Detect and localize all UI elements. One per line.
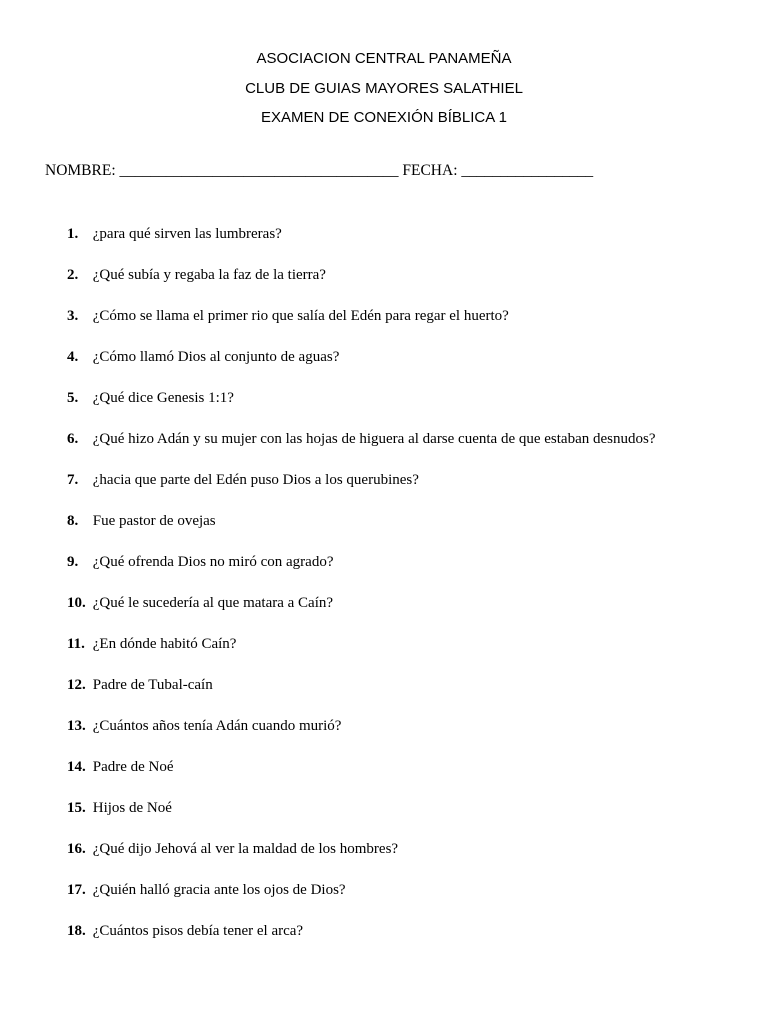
question-text: ¿Cómo se llama el primer rio que salía del Edén para regar el huerto? <box>92 308 509 324</box>
question-number: 9. <box>67 554 79 570</box>
organization-title: ASOCIACION CENTRAL PANAMEÑA <box>256 50 512 67</box>
question-number: 17. <box>67 882 86 898</box>
question-item <box>67 592 655 633</box>
question-text: ¿Cómo llamó Dios al conjunto de aguas? <box>92 349 340 365</box>
question-item <box>67 879 655 920</box>
question-text: ¿Qué subía y regaba la faz de la tierra? <box>92 267 326 283</box>
question-text: Padre de Noé <box>92 759 174 775</box>
question-text: ¿Qué dijo Jehová al ver la maldad de los hombres? <box>92 841 399 857</box>
question-number: 14. <box>67 759 86 775</box>
club-title: CLUB DE GUIAS MAYORES SALATHIEL <box>245 79 523 97</box>
question-item <box>67 633 655 674</box>
question-text: ¿para qué sirven las lumbreras? <box>92 226 282 242</box>
question-number: 7. <box>67 472 79 488</box>
question-number: 1. <box>67 226 79 242</box>
question-number: 5. <box>67 390 79 406</box>
question-text: ¿Qué dice Genesis 1:1? <box>92 390 234 406</box>
question-text: ¿hacia que parte del Edén puso Dios a los querubines? <box>92 472 419 488</box>
question-text: ¿Qué le sucedería al que matara a Caín? <box>92 595 334 611</box>
question-text: Padre de Tubal-caín <box>92 677 213 693</box>
question-item <box>67 428 655 469</box>
question-item <box>67 346 655 387</box>
date-blank-line: _________________ <box>461 162 594 179</box>
question-item <box>67 920 655 961</box>
name-date-row <box>45 162 593 180</box>
question-item <box>67 674 655 715</box>
question-item <box>67 551 655 592</box>
question-item <box>67 838 655 879</box>
exam-title: EXAMEN DE CONEXIÓN BÍBLICA 1 <box>261 109 507 126</box>
question-item <box>67 223 655 264</box>
question-item <box>67 387 655 428</box>
question-item <box>67 305 655 346</box>
name-blank-line: ____________________________________ <box>119 162 399 179</box>
question-item <box>67 469 655 510</box>
document-header <box>0 44 768 133</box>
question-item <box>67 715 655 756</box>
question-number: 8. <box>67 513 79 529</box>
question-text: ¿Qué ofrenda Dios no miró con agrado? <box>92 554 334 570</box>
question-number: 3. <box>67 308 79 324</box>
question-number: 15. <box>67 800 86 816</box>
question-item <box>67 510 655 551</box>
question-text: Fue pastor de ovejas <box>92 513 216 529</box>
question-text: ¿Quién halló gracia ante los ojos de Dios? <box>92 882 346 898</box>
question-text: ¿Qué hizo Adán y su mujer con las hojas de higuera al darse cuenta de que estaban desnudos? <box>92 431 656 447</box>
question-text: ¿Cuántos años tenía Adán cuando murió? <box>92 718 342 734</box>
date-label: FECHA: <box>402 162 458 179</box>
question-item <box>67 264 655 305</box>
question-number: 13. <box>67 718 86 734</box>
question-number: 11. <box>67 636 85 652</box>
question-text: ¿Cuántos pisos debía tener el arca? <box>92 923 304 939</box>
question-text: ¿En dónde habitó Caín? <box>92 636 237 652</box>
question-number: 2. <box>67 267 79 283</box>
question-number: 18. <box>67 923 86 939</box>
question-number: 10. <box>67 595 86 611</box>
question-item <box>67 797 655 838</box>
question-number: 6. <box>67 431 79 447</box>
question-number: 4. <box>67 349 79 365</box>
question-list <box>67 223 655 961</box>
name-label: NOMBRE: <box>45 162 116 179</box>
question-item <box>67 756 655 797</box>
question-number: 12. <box>67 677 86 693</box>
question-text: Hijos de Noé <box>92 800 172 816</box>
question-number: 16. <box>67 841 86 857</box>
